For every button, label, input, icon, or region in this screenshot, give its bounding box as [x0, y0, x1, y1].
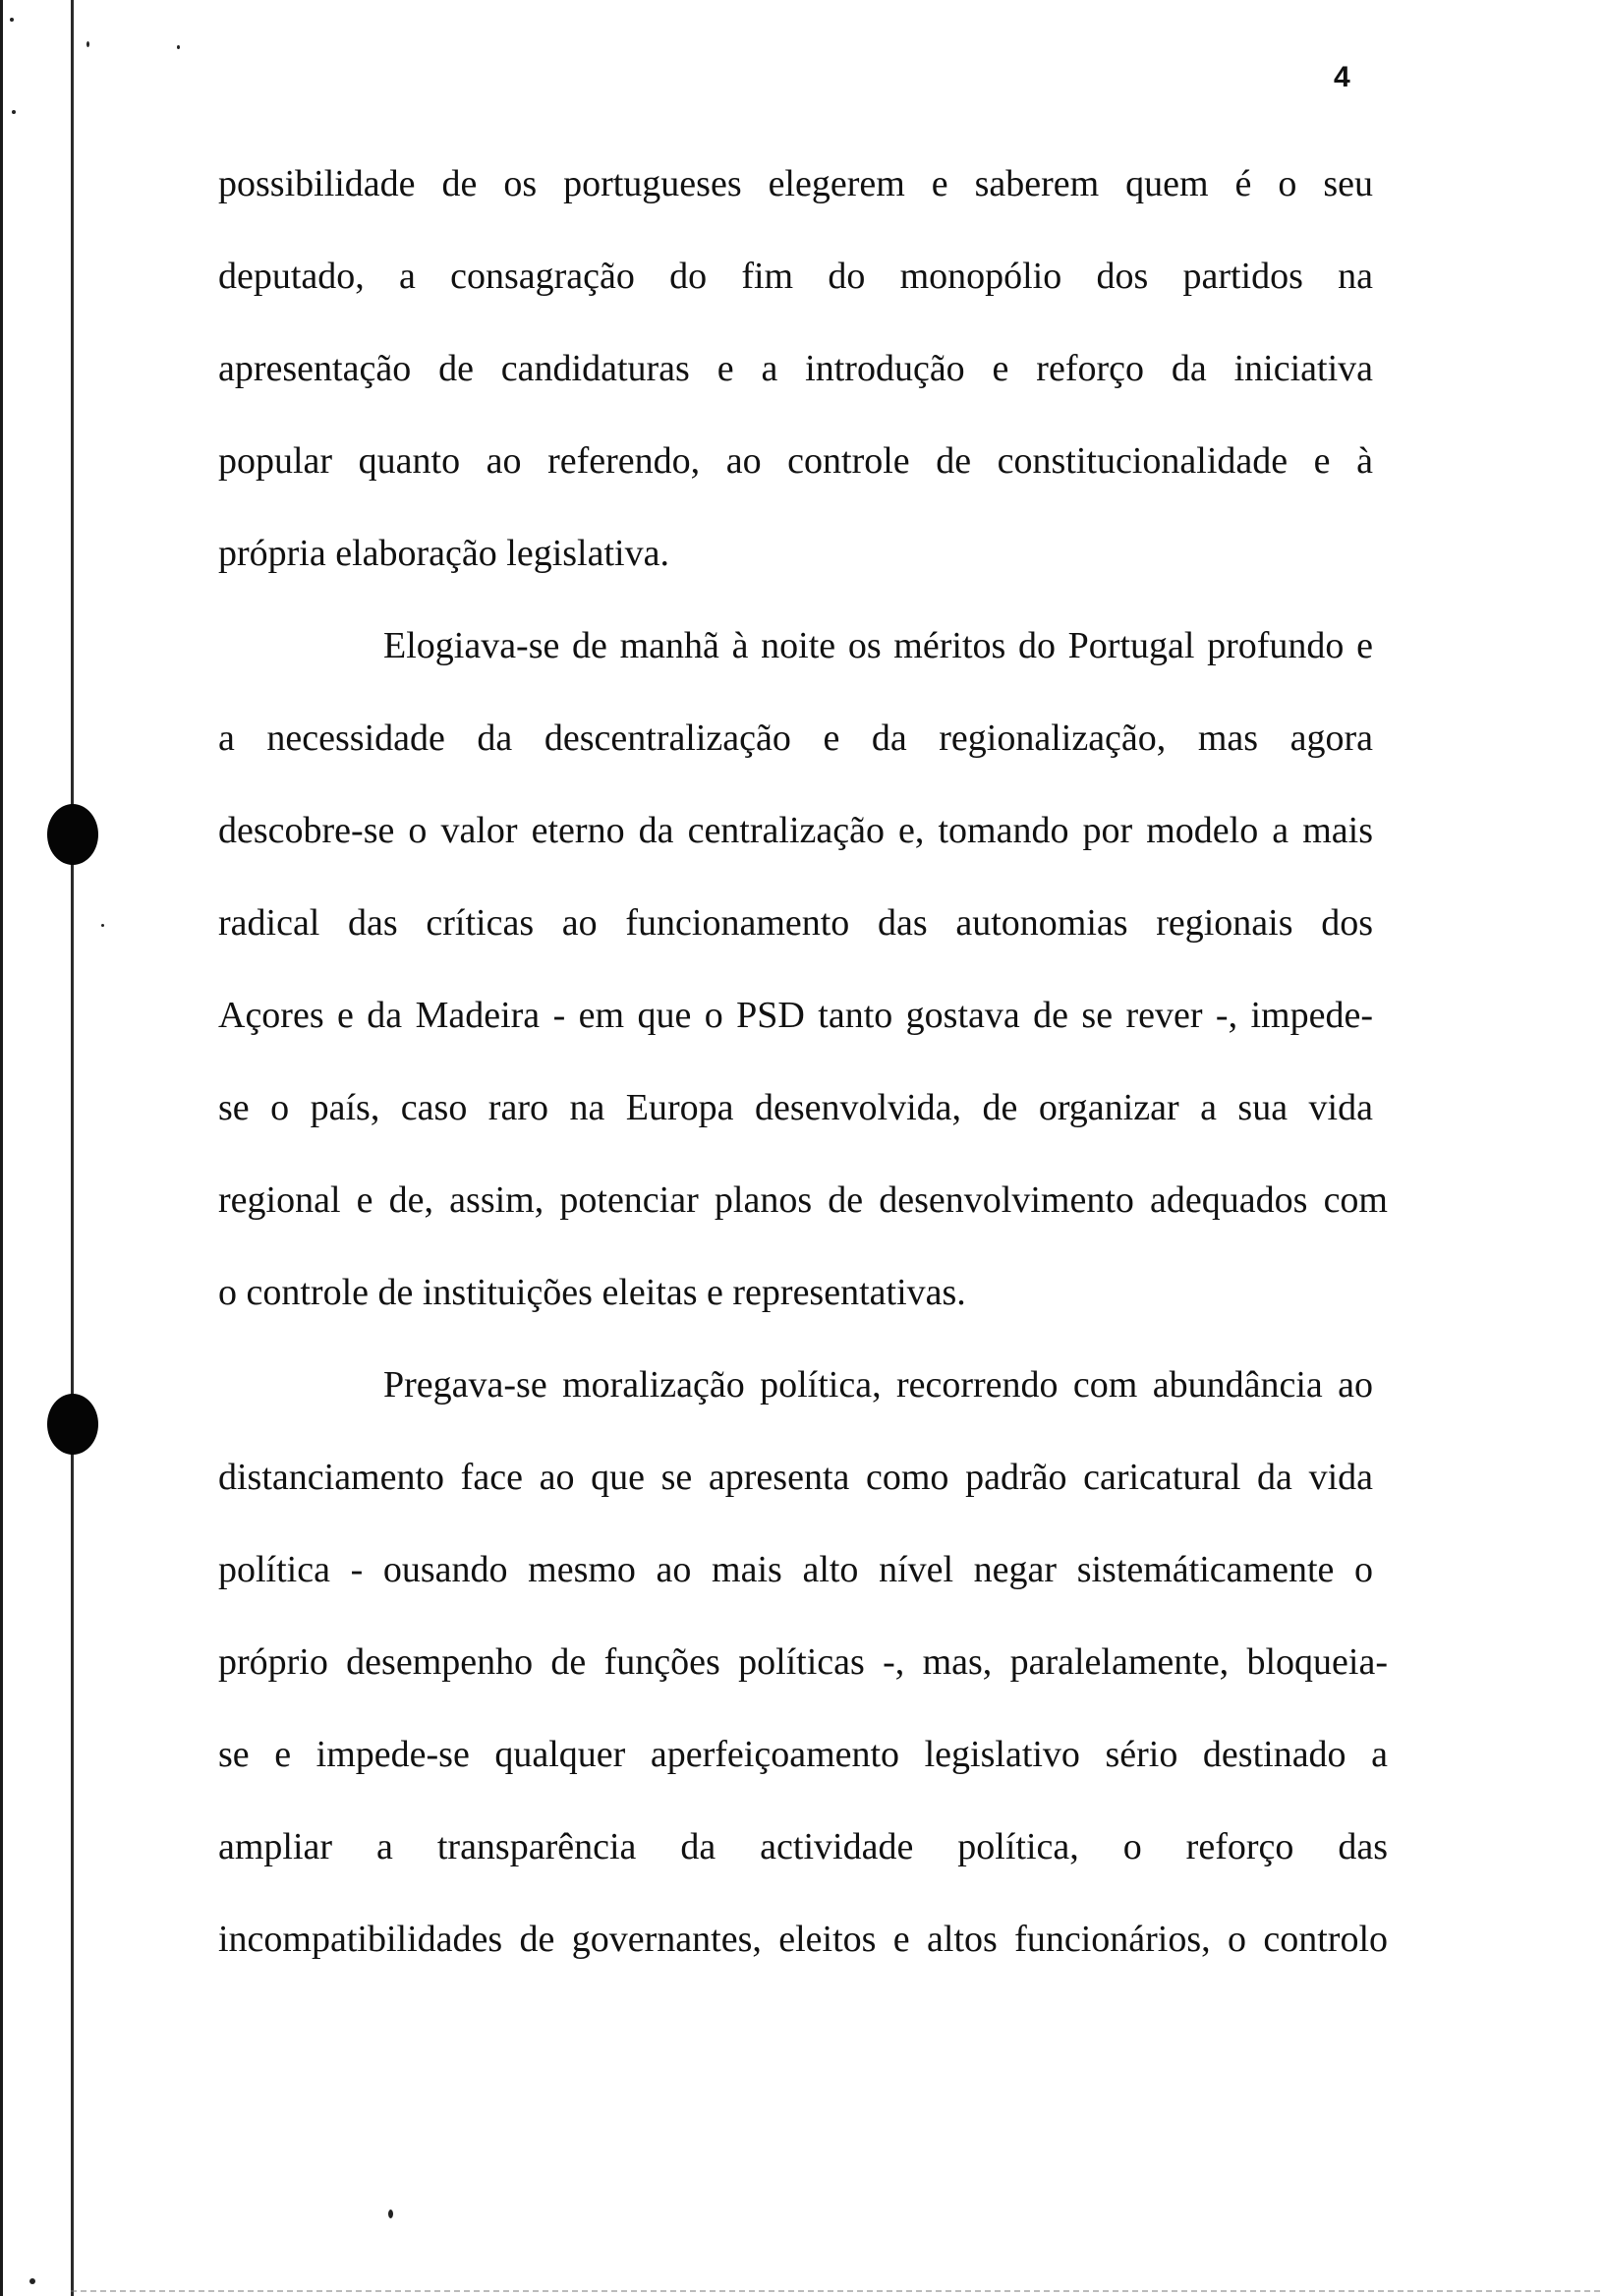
paragraph-2-line-1: Elogiava-se de manhã à noite os méritos do Portugal profundo e	[383, 625, 1373, 666]
paragraph-3-line-4: próprio desempenho de funções políticas -, mas, paralelamente, bloqueia-	[218, 1641, 1388, 1683]
scan-speck	[86, 41, 89, 47]
paragraph-1-line-2: deputado, a consagração do fim do monopólio dos partidos na	[218, 256, 1373, 297]
paragraph-3-line-3: política - ousando mesmo ao mais alto nível negar sistemáticamente o	[218, 1549, 1373, 1590]
paragraph-1-line-3: apresentação de candidaturas e a introdução e reforço da iniciativa	[218, 348, 1373, 389]
paragraph-2-line-3: descobre-se o valor eterno da centralização e, tomando por modelo a mais	[218, 810, 1373, 851]
paragraph-1-line-1: possibilidade de os portugueses elegerem e saberem quem é o seu	[218, 163, 1373, 204]
paragraph-1-line-4: popular quanto ao referendo, ao controle de constitucionalidade e à	[218, 440, 1373, 482]
scan-speck	[10, 18, 14, 22]
scan-speck	[12, 110, 16, 114]
paragraph-1-line-5: própria elaboração legislativa.	[218, 533, 669, 574]
scan-speck	[29, 2278, 35, 2284]
paragraph-2-line-5: Açores e da Madeira - em que o PSD tanto gostava de se rever -, impede-	[218, 995, 1373, 1036]
paragraph-3-line-2: distanciamento face ao que se apresenta como padrão caricatural da vida	[218, 1457, 1373, 1498]
paragraph-3-line-7: incompatibilidades de governantes, eleitos e altos funcionários, o controlo	[218, 1919, 1388, 1960]
punch-hole	[47, 1394, 98, 1455]
paragraph-3-line-1: Pregava-se moralização política, recorrendo com abundância ao	[383, 1364, 1373, 1406]
page-edge-line	[0, 0, 3, 2296]
paragraph-2-line-7: regional e de, assim, potenciar planos de desenvolvimento adequados com	[218, 1179, 1388, 1221]
paragraph-3-line-5: se e impede-se qualquer aperfeiçoamento legislativo sério destinado a	[218, 1734, 1388, 1775]
punch-hole	[47, 804, 98, 865]
paragraph-2-line-6: se o país, caso raro na Europa desenvolvida, de organizar a sua vida	[218, 1087, 1373, 1128]
scan-speck	[101, 924, 104, 927]
paragraph-2-line-2: a necessidade da descentralização e da regionalização, mas agora	[218, 718, 1373, 759]
paragraph-2-line-4: radical das críticas ao funcionamento das autonomias regionais dos	[218, 902, 1373, 944]
paragraph-2-line-8: o controle de instituições eleitas e representativas.	[218, 1272, 966, 1313]
scan-speck	[388, 2210, 393, 2218]
bottom-scan-line	[71, 2290, 1604, 2292]
paragraph-3-line-6: ampliar a transparência da actividade política, o reforço das	[218, 1826, 1388, 1867]
scan-speck	[177, 45, 180, 49]
binding-margin-line	[71, 0, 74, 2296]
page-number: 4	[1334, 61, 1350, 93]
